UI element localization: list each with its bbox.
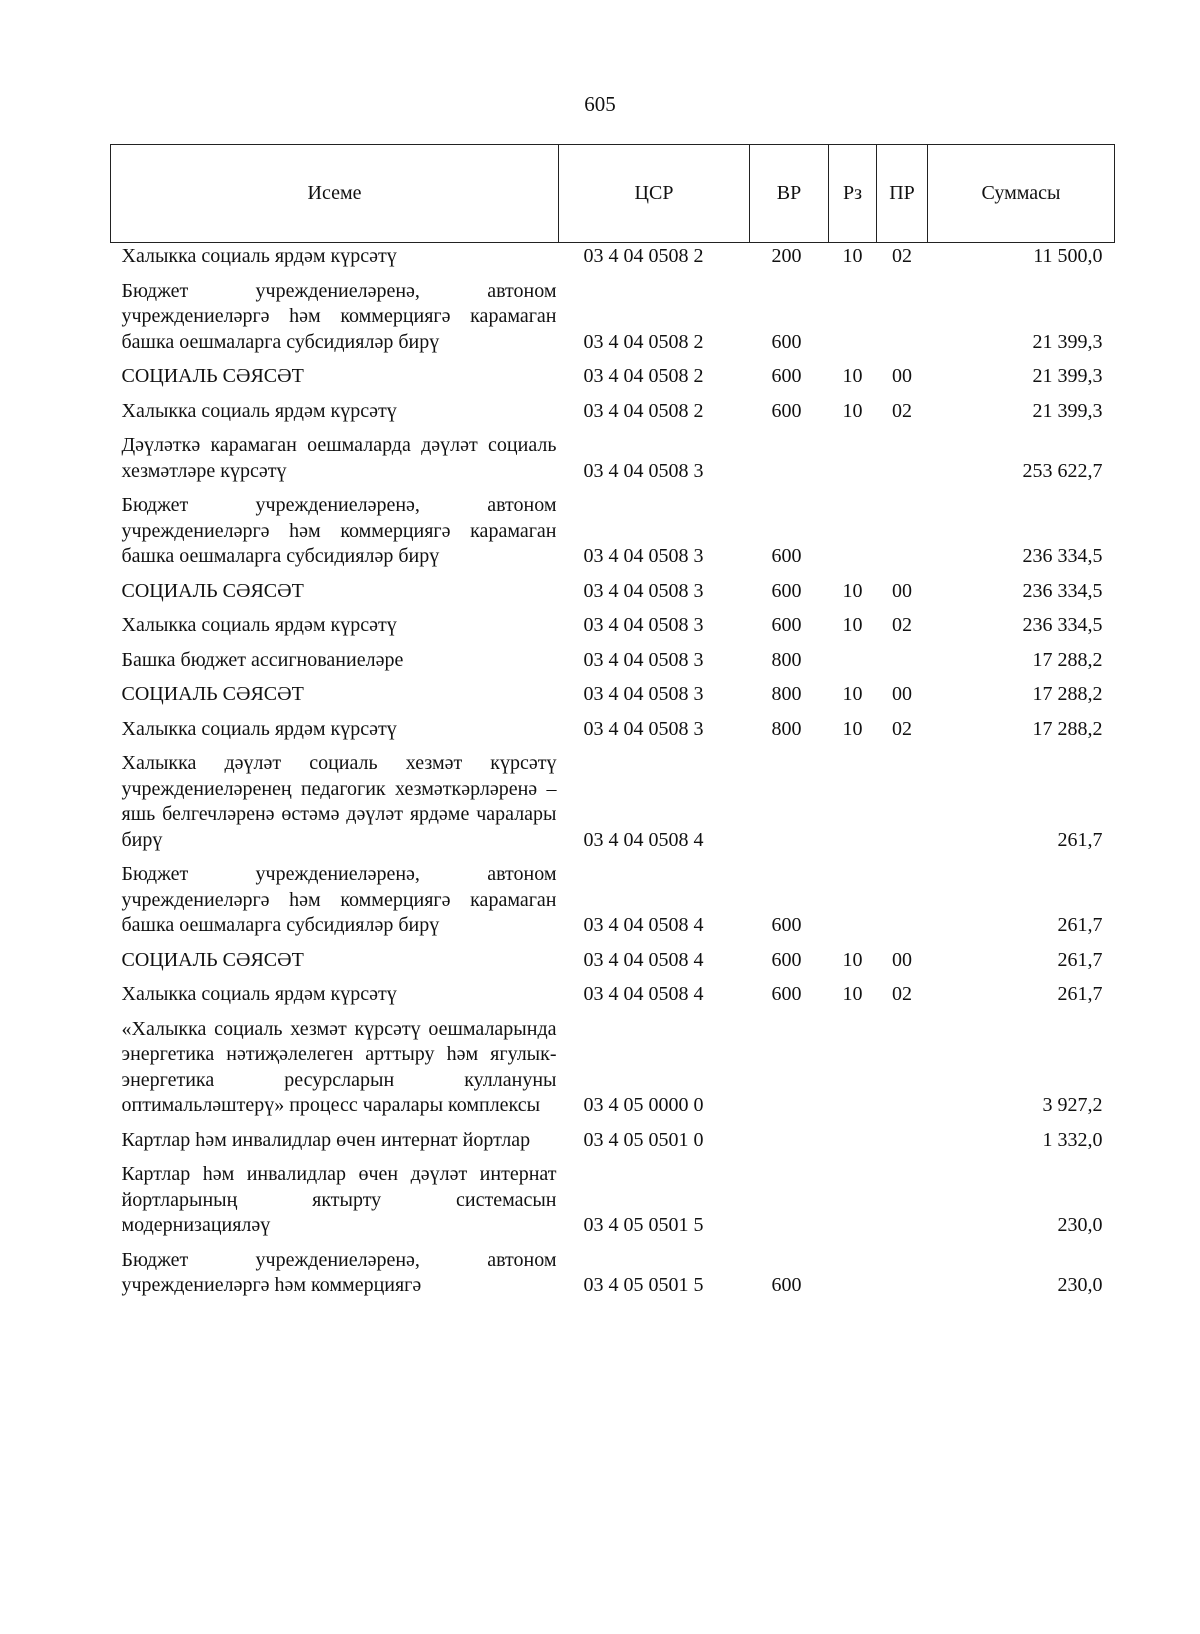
cell-vr: 600 — [771, 399, 802, 422]
cell-sum: 261,7 — [1057, 983, 1103, 1005]
cell-vr: 600 — [771, 365, 802, 387]
cell-name: СОЦИАЛЬ СӘЯСӘТ — [121, 948, 304, 971]
cell-csr: 03 4 04 0508 2 — [583, 245, 704, 267]
cell-sum: 17 288,2 — [1032, 648, 1103, 671]
cell-csr: 03 4 05 0501 5 — [583, 1274, 704, 1296]
cell-sum: 230,0 — [1057, 1274, 1103, 1296]
cell-csr: 03 4 04 0508 3 — [583, 579, 704, 602]
cell-vr — [750, 1153, 829, 1239]
cell-vr: 800 — [771, 717, 802, 740]
cell-sum: 3 927,2 — [1042, 1094, 1103, 1116]
cell-csr: 03 4 04 0508 3 — [583, 717, 704, 740]
header-sum: Суммасы — [928, 145, 1115, 243]
cell-name: Халыкка социаль ярдәм күрсәтү — [121, 399, 397, 422]
cell-vr: 600 — [771, 330, 802, 353]
cell-sum: 253 622,7 — [1022, 459, 1103, 482]
cell-pr: 02 — [892, 399, 912, 422]
table-body — [111, 243, 1115, 1299]
cell-rz: 10 — [842, 245, 863, 267]
cell-sum: 21 399,3 — [1032, 399, 1103, 422]
cell-name: Картлар һәм инвалидлар өчен интернат йортлар — [121, 1128, 531, 1151]
cell-sum: 261,7 — [1057, 914, 1103, 936]
cell-rz: 10 — [842, 983, 863, 1005]
cell-name: СОЦИАЛЬ СӘЯСӘТ — [121, 365, 304, 387]
cell-pr — [877, 639, 928, 674]
cell-sum: 236 334,5 — [1022, 614, 1103, 636]
cell-pr — [877, 1008, 928, 1119]
cell-pr — [877, 270, 928, 356]
cell-pr: 02 — [892, 245, 912, 267]
table-row — [111, 243, 1115, 270]
cell-sum: 11 500,0 — [1033, 245, 1103, 267]
cell-name: Халыкка социаль ярдәм күрсәтү — [121, 983, 397, 1005]
cell-name: Халыкка социаль ярдәм күрсәтү — [121, 717, 397, 740]
cell-name: Бюджет учреждениеләренә, автоном учреждениеләргә һәм коммерциягә — [121, 1248, 557, 1296]
cell-csr: 03 4 04 0508 4 — [583, 914, 704, 936]
cell-rz — [829, 1008, 877, 1119]
cell-csr: 03 4 04 0508 3 — [583, 614, 704, 636]
cell-csr: 03 4 04 0508 3 — [583, 459, 704, 482]
cell-name: Дәүләткә карамаган оешмаларда дәүләт социаль хезмәтләре күрсәтү — [121, 434, 557, 482]
cell-vr: 600 — [771, 983, 802, 1005]
cell-sum: 230,0 — [1057, 1214, 1103, 1236]
table-row — [111, 355, 1115, 390]
cell-rz — [829, 270, 877, 356]
cell-name: Халыкка дәүләт социаль хезмәт күрсәтү учреждениеләренең педагогик хезмәткәрләренә – яшь белгечләренә өстәмә дәүләт ярдәме чаралары бирү — [121, 752, 557, 851]
cell-name: Бюджет учреждениеләренә, автоном учреждениеләргә һәм коммерциягә карамаган башка оешмаларга субсидияләр бирү — [121, 279, 557, 353]
cell-pr: 00 — [892, 365, 912, 387]
cell-name: Бюджет учреждениеләренә, автоном учреждениеләргә һәм коммерциягә карамаган башка оешмаларга субсидияләр бирү — [121, 494, 557, 567]
table-row — [111, 424, 1115, 484]
cell-vr — [750, 424, 829, 484]
table-row — [111, 742, 1115, 853]
table-row — [111, 708, 1115, 743]
cell-pr: 00 — [892, 948, 912, 971]
cell-vr: 600 — [771, 914, 802, 936]
cell-name: «Халыкка социаль хезмәт күрсәтү оешмаларында энергетика нәтиҗәлелеген арттыру һәм ягулык-энергетика ресурсларын куллануны оптимальләштерү» процесс чаралары комплексы — [121, 1017, 557, 1116]
cell-vr: 800 — [771, 648, 802, 671]
cell-csr: 03 4 04 0508 4 — [583, 983, 704, 1005]
cell-rz: 10 — [842, 579, 863, 602]
table-row — [111, 939, 1115, 974]
page-number: 605 — [584, 92, 616, 116]
table-row — [111, 484, 1115, 570]
table-row — [111, 1239, 1115, 1299]
table-row — [111, 673, 1115, 708]
cell-vr: 600 — [771, 579, 802, 602]
table-row — [111, 604, 1115, 639]
cell-pr — [877, 742, 928, 853]
cell-rz — [829, 639, 877, 674]
cell-csr: 03 4 04 0508 3 — [583, 545, 704, 567]
cell-vr: 600 — [771, 614, 802, 636]
cell-sum: 261,7 — [1057, 948, 1103, 971]
cell-pr — [877, 484, 928, 570]
cell-rz — [829, 853, 877, 939]
cell-csr: 03 4 04 0508 2 — [583, 365, 704, 387]
cell-name: Халыкка социаль ярдәм күрсәтү — [121, 245, 397, 267]
cell-pr: 02 — [892, 614, 912, 636]
cell-sum: 236 334,5 — [1022, 579, 1103, 602]
cell-rz — [829, 742, 877, 853]
cell-vr — [750, 1119, 829, 1154]
cell-vr: 600 — [771, 545, 802, 567]
header-name: Исеме — [111, 145, 559, 243]
cell-rz — [829, 424, 877, 484]
cell-sum: 1 332,0 — [1042, 1128, 1103, 1151]
cell-rz — [829, 484, 877, 570]
cell-sum: 17 288,2 — [1032, 717, 1103, 740]
cell-pr: 02 — [892, 983, 912, 1005]
cell-pr — [877, 1119, 928, 1154]
header-rz: Рз — [829, 145, 877, 243]
cell-csr: 03 4 04 0508 3 — [583, 648, 704, 671]
header-pr: ПР — [877, 145, 928, 243]
table-row — [111, 270, 1115, 356]
table-row — [111, 1153, 1115, 1239]
table-row — [111, 570, 1115, 605]
cell-sum: 236 334,5 — [1022, 545, 1103, 567]
cell-name: Халыкка социаль ярдәм күрсәтү — [121, 614, 397, 636]
cell-rz: 10 — [842, 683, 863, 705]
cell-vr: 600 — [771, 948, 802, 971]
cell-csr: 03 4 04 0508 4 — [583, 948, 704, 971]
cell-pr — [877, 424, 928, 484]
cell-pr: 00 — [892, 683, 912, 705]
cell-sum: 21 399,3 — [1032, 330, 1103, 353]
cell-csr: 03 4 05 0501 0 — [583, 1128, 704, 1151]
cell-name: СОЦИАЛЬ СӘЯСӘТ — [121, 683, 304, 705]
cell-name: СОЦИАЛЬ СӘЯСӘТ — [121, 579, 304, 602]
cell-pr — [877, 1239, 928, 1299]
cell-vr: 600 — [771, 1274, 802, 1296]
cell-csr: 03 4 05 0000 0 — [583, 1094, 704, 1116]
cell-vr: 800 — [771, 683, 802, 705]
cell-pr: 00 — [892, 579, 912, 602]
table-row — [111, 1119, 1115, 1154]
cell-csr: 03 4 04 0508 3 — [583, 683, 704, 705]
cell-pr: 02 — [892, 717, 912, 740]
budget-table — [110, 144, 1115, 1299]
cell-rz — [829, 1153, 877, 1239]
cell-pr — [877, 853, 928, 939]
header-vr: ВР — [750, 145, 829, 243]
table-header — [111, 145, 1115, 243]
table-row — [111, 853, 1115, 939]
cell-name: Бюджет учреждениеләренә, автоном учреждениеләргә һәм коммерциягә карамаган башка оешмаларга субсидияләр бирү — [121, 863, 557, 936]
header-csr: ЦСР — [559, 145, 750, 243]
cell-csr: 03 4 05 0501 5 — [583, 1214, 704, 1236]
cell-vr: 200 — [771, 245, 802, 267]
cell-rz: 10 — [842, 365, 863, 387]
cell-csr: 03 4 04 0508 2 — [583, 399, 704, 422]
cell-name: Картлар һәм инвалидлар өчен дәүләт интернат йортларының яктырту системасын модернизацияләү — [121, 1163, 557, 1236]
cell-rz: 10 — [842, 717, 863, 740]
table-row — [111, 1008, 1115, 1119]
table-row — [111, 390, 1115, 425]
cell-csr: 03 4 04 0508 2 — [583, 330, 704, 353]
cell-rz — [829, 1239, 877, 1299]
cell-rz: 10 — [842, 948, 863, 971]
cell-vr — [750, 1008, 829, 1119]
cell-pr — [877, 1153, 928, 1239]
cell-sum: 17 288,2 — [1032, 683, 1103, 705]
cell-csr: 03 4 04 0508 4 — [583, 828, 704, 851]
cell-rz: 10 — [842, 399, 863, 422]
cell-rz — [829, 1119, 877, 1154]
table-row — [111, 639, 1115, 674]
cell-name: Башка бюджет ассигнованиеләре — [121, 648, 404, 671]
cell-rz: 10 — [842, 614, 863, 636]
table-row — [111, 973, 1115, 1008]
cell-sum: 261,7 — [1057, 828, 1103, 851]
cell-vr — [750, 742, 829, 853]
cell-sum: 21 399,3 — [1032, 365, 1103, 387]
